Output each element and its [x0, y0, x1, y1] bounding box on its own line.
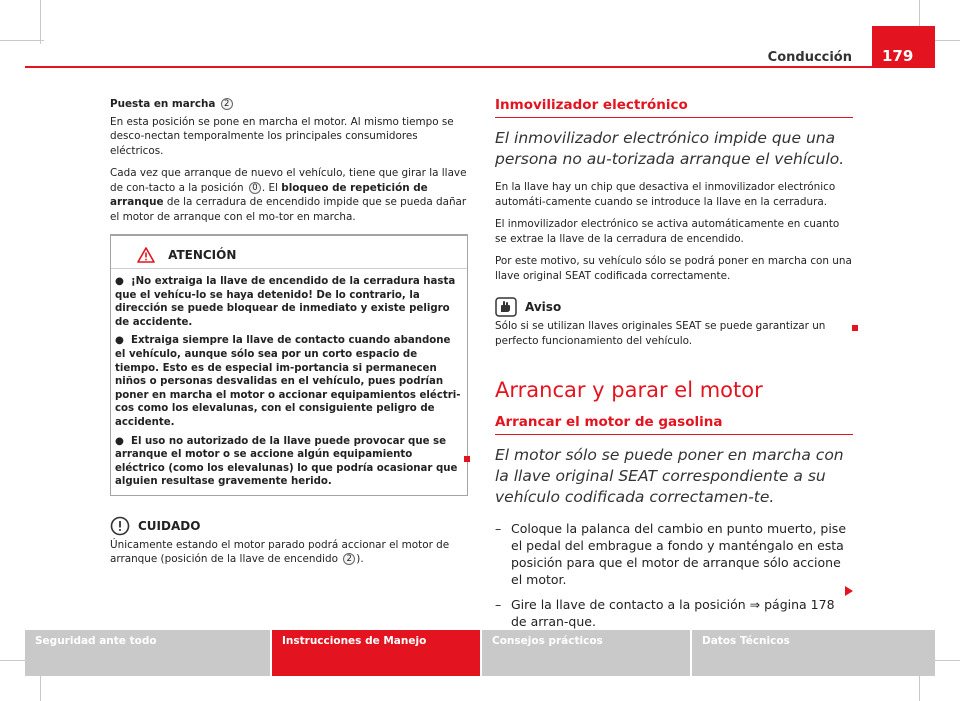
warning-item: ● Extraiga siempre la llave de contacto cuando abandone el vehículo, aunque sólo sea por un corto espacio de tiempo. Esto es de especial im-portancia si permanecen niños o personas desvalidas en el vehículo, pues podrían poner en marcha el motor o accionar equipamientos eléctri-cos como los elevalunas, con el consiguiente peligro de accidente.	[115, 335, 461, 428]
end-marker	[464, 456, 470, 462]
note-header	[495, 297, 853, 317]
crop-mark	[40, 0, 41, 44]
warning-body	[111, 269, 467, 495]
paragraph: Por este motivo, su vehículo sólo se podrá poner en marcha con una llave original SEAT codificada correctamente.	[495, 255, 852, 282]
warning-box	[110, 234, 468, 496]
step-text: Coloque la palanca del cambio en punto muerto, pise el pedal del embrague a fondo y manténgalo en esta posición para que el motor de arranque sólo accione el motor.	[511, 521, 847, 587]
step-dash: –	[495, 521, 502, 536]
footer-tab-consejos[interactable]: Consejos prácticos	[482, 630, 690, 676]
section-title: Inmovilizador electrónico	[495, 97, 853, 118]
step-text: Gire la llave de contacto a la posición ⇒ página 178 de arran-que.	[511, 597, 835, 629]
paragraph-bold: bloqueo de repetición de arranque	[110, 181, 428, 208]
note-hand-icon	[495, 297, 517, 317]
key-position-badge: 2	[343, 553, 355, 565]
step-item	[495, 596, 853, 630]
paragraph	[110, 166, 468, 224]
left-column	[110, 97, 468, 567]
key-position-badge: 2	[221, 98, 233, 110]
continue-arrow-icon	[845, 586, 853, 596]
caution-text-part: Únicamente estando el motor parado podrá accionar el motor de arranque (posición de la llave de encendido	[110, 538, 450, 566]
subheading-puesta-en-marcha	[110, 97, 468, 112]
section-lead: El inmovilizador electrónico impide que una persona no au-torizada arranque el vehículo.	[495, 129, 845, 168]
caution-title: CUIDADO	[138, 518, 201, 533]
paragraph-text: de la cerradura de encendido impide que se pueda dañar el motor de arranque con el mo-tor en marcha.	[110, 196, 467, 223]
warning-item-text: ¡No extraiga la llave de encendido de la cerradura hasta que el vehícu-lo se haya detenido! De lo contrario, la dirección se puede bloquear de inmediato y existe peligro de accidente.	[115, 276, 456, 328]
warning-title: ATENCIÓN	[168, 247, 237, 262]
warning-item-text: Extraiga siempre la llave de contacto cuando abandone el vehículo, aunque sólo sea por un corto espacio de tiempo. Esto es de especial im-portancia si permanecen niños o personas desvalidas en el vehículo, pues podrían poner en marcha el motor o accionar equipamientos eléctri-cos como los elevalunas, con el consiguiente peligro de accidente.	[115, 335, 461, 428]
crop-mark	[0, 40, 44, 41]
paragraph: En la llave hay un chip que desactiva el inmovilizador electrónico automáti-camente cuando se introduce la llave en la cerradura.	[495, 181, 836, 208]
caution-text	[110, 538, 468, 567]
step-item	[495, 520, 853, 588]
caution-text-part: ).	[356, 553, 364, 566]
caution-header	[110, 516, 468, 536]
footer-tab-seguridad[interactable]: Seguridad ante todo	[25, 630, 270, 676]
section-title: Arrancar el motor de gasolina	[495, 414, 853, 435]
warning-item: ● El uso no autorizado de la llave puede provocar que se arranque el motor o se accione algún equipamiento eléctrico (como los elevalunas) lo que podría ocasionar que alguien resultase gravemente herido.	[115, 435, 458, 488]
exclamation-circle-icon	[110, 516, 130, 536]
paragraph-text: . El	[261, 181, 278, 194]
note-text: Sólo si se utilizan llaves originales SEAT se puede garantizar un perfecto funcionamiento del vehículo.	[495, 320, 826, 347]
subheading-text: Puesta en marcha	[110, 98, 216, 110]
page-number: 179	[872, 26, 935, 68]
warning-triangle-icon	[137, 247, 155, 263]
paragraph: El inmovilizador electrónico se activa automáticamente en cuanto se extrae la llave de la cerradura de encendido.	[495, 218, 840, 245]
warning-item-text: El uso no autorizado de la llave puede provocar que se arranque el motor o se accione algún equipamiento eléctrico (como los elevalunas) lo que podría ocasionar que alguien resultase gravemente herido.	[115, 435, 458, 488]
footer-tab-instrucciones[interactable]: Instrucciones de Manejo	[272, 630, 480, 676]
paragraph: En esta posición se pone en marcha el motor. Al mismo tiempo se desco-nectan temporalmente los principales consumidores eléctricos.	[110, 115, 454, 157]
footer-tab-datos[interactable]: Datos Técnicos	[692, 630, 935, 676]
chapter-title: Arrancar y parar el motor	[495, 378, 763, 402]
running-header: Conducción	[767, 50, 852, 65]
key-position-badge: 0	[249, 182, 261, 194]
warning-header	[111, 236, 467, 269]
paragraph-text: Cada vez que arranque de nuevo el vehículo, tiene que girar la llave de con-tacto a la posición	[110, 167, 467, 194]
section-lead: El motor sólo se puede poner en marcha con la llave original SEAT correspondiente a su vehículo codificada correctamen-te.	[495, 446, 844, 506]
step-dash: –	[495, 597, 502, 612]
warning-item: ● ¡No extraiga la llave de encendido de la cerradura hasta que el vehícu-lo se haya detenido! De lo contrario, la dirección se puede bloquear de inmediato y existe peligro de accidente.	[115, 276, 456, 328]
header-rule	[25, 66, 935, 68]
right-column	[495, 97, 853, 638]
end-marker	[852, 325, 858, 331]
note-title: Aviso	[525, 300, 562, 314]
